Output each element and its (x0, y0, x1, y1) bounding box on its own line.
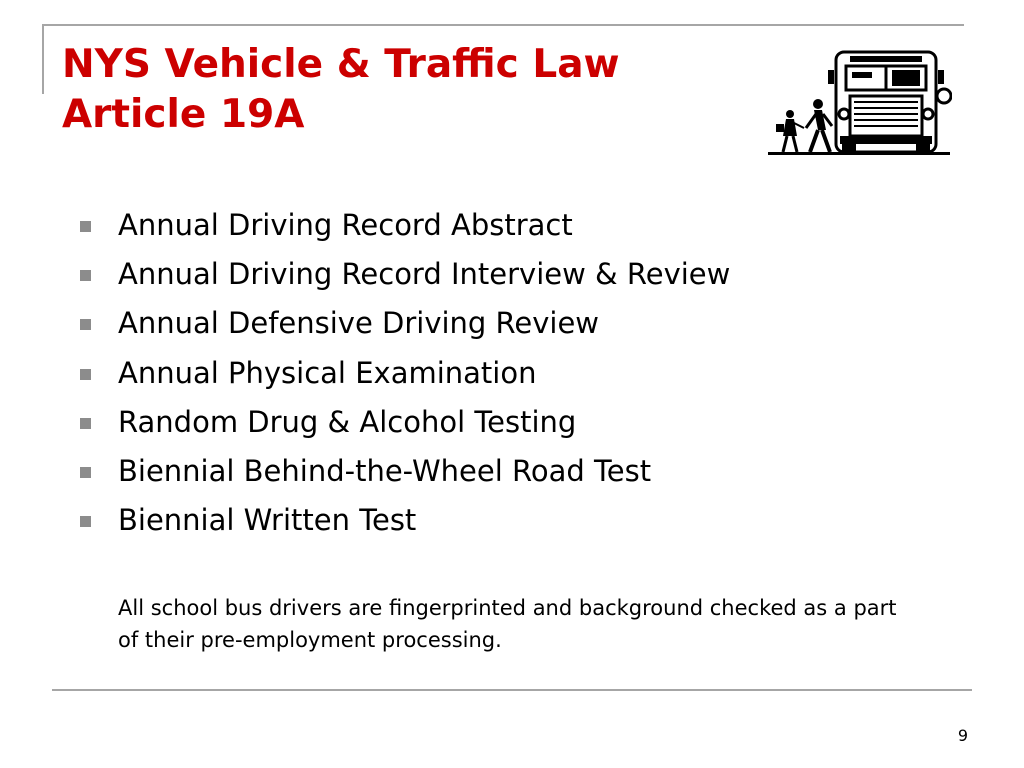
square-bullet-icon (80, 319, 91, 330)
bullet-item (80, 351, 730, 400)
square-bullet-icon (80, 516, 91, 527)
slide-page-number: 9 (957, 726, 968, 745)
square-bullet-icon (80, 467, 91, 478)
slide-title-line-1: NYS Vehicle & Traffic Law (62, 42, 620, 87)
bullet-item (80, 498, 730, 547)
bullet-text: Annual Driving Record Interview & Review (118, 257, 731, 292)
bullet-text: Random Drug & Alcohol Testing (118, 404, 577, 439)
square-bullet-icon (80, 369, 91, 380)
top-border-line (42, 24, 964, 26)
bullet-text: Annual Driving Record Abstract (118, 208, 573, 242)
bullet-text: Annual Defensive Driving Review (118, 306, 600, 341)
school-bus-icon (766, 48, 952, 160)
bullet-text: Biennial Written Test (118, 503, 417, 538)
bullet-item (80, 400, 730, 449)
square-bullet-icon (80, 221, 91, 232)
fingerprint-note: All school bus drivers are fingerprinted and background checked as a part of their pre-employment processing. (118, 596, 897, 652)
square-bullet-icon (80, 270, 91, 281)
bottom-border-line (52, 689, 972, 691)
bullet-item (80, 449, 730, 498)
bullet-text: Biennial Behind-the-Wheel Road Test (118, 453, 652, 488)
left-border-line (42, 24, 44, 94)
bullet-item (80, 203, 730, 252)
bullet-list (80, 203, 730, 547)
bullet-item (80, 252, 730, 301)
bullet-text: Annual Physical Examination (118, 355, 537, 390)
square-bullet-icon (80, 418, 91, 429)
slide-title (62, 40, 620, 140)
bullet-item (80, 301, 730, 350)
slide-title-line-2: Article 19A (62, 92, 305, 137)
